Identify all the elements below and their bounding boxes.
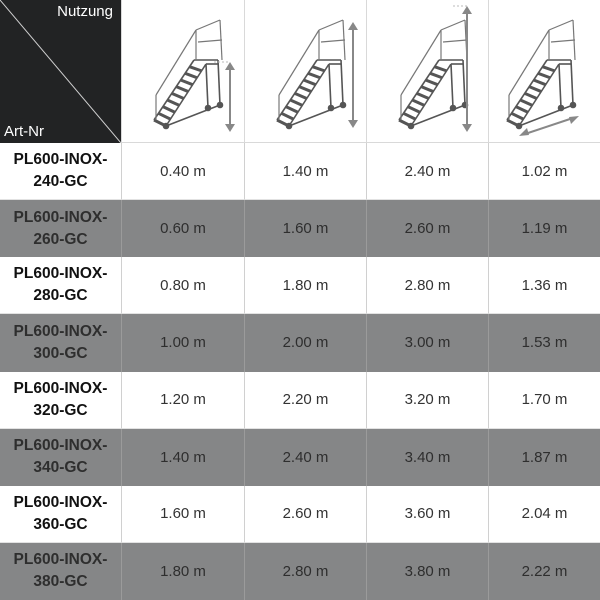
platform-height-value: 0.60 m — [121, 200, 244, 257]
total-height-icon — [366, 0, 488, 143]
article-number: PL600-INOX- 240-GC — [0, 143, 121, 200]
standing-height-value: 2.20 m — [244, 372, 366, 429]
article-number: PL600-INOX- 280-GC — [0, 257, 121, 314]
platform-height-value: 0.80 m — [121, 257, 244, 314]
total-height-value: 3.60 m — [366, 486, 488, 543]
standing-height-value: 1.80 m — [244, 257, 366, 314]
depth-value: 2.04 m — [488, 486, 600, 543]
total-height-value: 2.60 m — [366, 200, 488, 257]
depth-value: 1.53 m — [488, 314, 600, 371]
article-number: PL600-INOX- 320-GC — [0, 372, 121, 429]
standing-height-value: 1.60 m — [244, 200, 366, 257]
article-number: PL600-INOX- 260-GC — [0, 200, 121, 257]
platform-height-value: 1.00 m — [121, 314, 244, 371]
depth-value: 1.87 m — [488, 429, 600, 486]
platform-height-value: 1.40 m — [121, 429, 244, 486]
platform-height-value: 1.80 m — [121, 543, 244, 600]
article-number: PL600-INOX- 340-GC — [0, 429, 121, 486]
total-height-value: 2.40 m — [366, 143, 488, 200]
diagonal-divider — [0, 0, 121, 143]
total-height-value: 3.40 m — [366, 429, 488, 486]
article-number: PL600-INOX- 380-GC — [0, 543, 121, 600]
standing-height-value: 2.40 m — [244, 429, 366, 486]
total-height-value: 3.00 m — [366, 314, 488, 371]
article-number-header-label: Art-Nr — [4, 123, 44, 140]
depth-value: 2.22 m — [488, 543, 600, 600]
platform-height-value: 0.40 m — [121, 143, 244, 200]
total-height-value: 3.20 m — [366, 372, 488, 429]
platform-height-icon — [121, 0, 244, 143]
standing-height-value: 2.60 m — [244, 486, 366, 543]
depth-value: 1.02 m — [488, 143, 600, 200]
depth-value: 1.36 m — [488, 257, 600, 314]
usage-header-label: Nutzung — [57, 3, 113, 20]
platform-height-value: 1.20 m — [121, 372, 244, 429]
total-height-value: 3.80 m — [366, 543, 488, 600]
article-number: PL600-INOX- 300-GC — [0, 314, 121, 371]
total-height-value: 2.80 m — [366, 257, 488, 314]
standing-height-value: 1.40 m — [244, 143, 366, 200]
platform-height-value: 1.60 m — [121, 486, 244, 543]
table-corner-header — [0, 0, 121, 143]
standing-height-icon — [244, 0, 366, 143]
depth-value: 1.19 m — [488, 200, 600, 257]
depth-value: 1.70 m — [488, 372, 600, 429]
article-number: PL600-INOX- 360-GC — [0, 486, 121, 543]
depth-icon — [488, 0, 600, 143]
standing-height-value: 2.80 m — [244, 543, 366, 600]
standing-height-value: 2.00 m — [244, 314, 366, 371]
